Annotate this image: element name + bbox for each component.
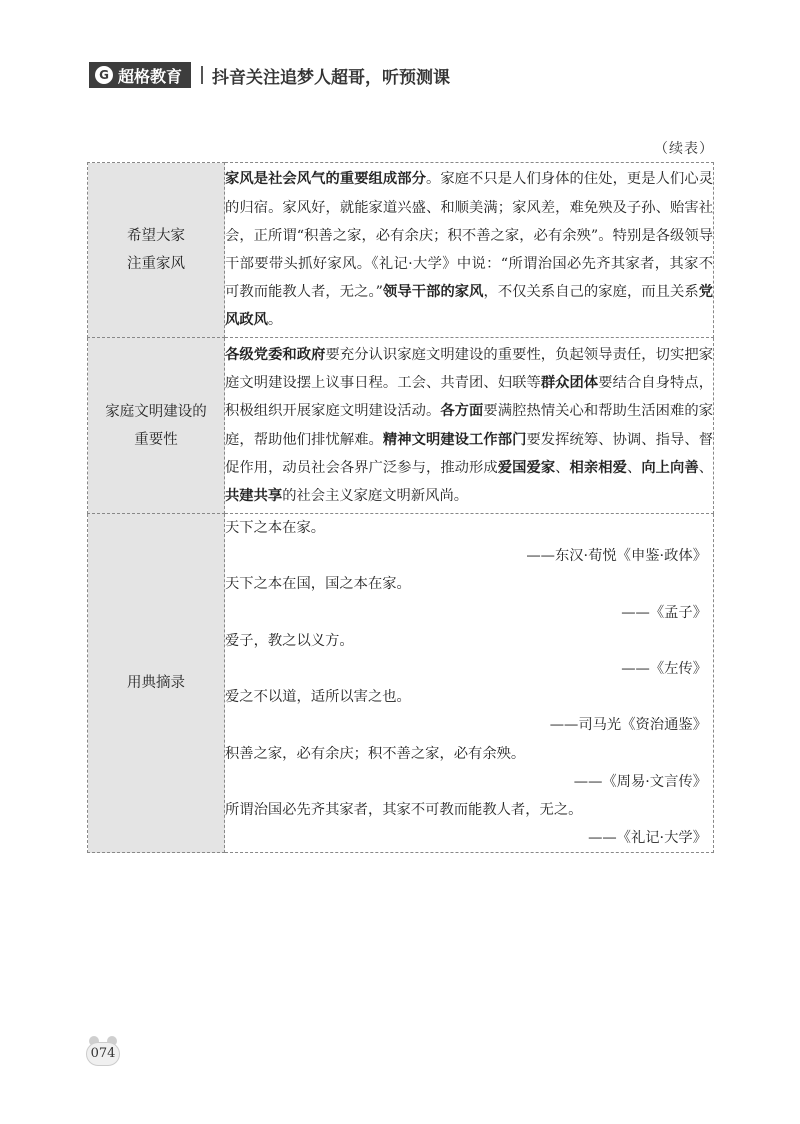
bold-text: 各级党委和政府 bbox=[225, 346, 326, 363]
body-text: 要充分认识家庭文明建设的重要性，负起领导责任，切实把家庭文明建设摆上议事日程。工会、共青团、妇联等 bbox=[225, 346, 713, 392]
brand-logo bbox=[89, 62, 191, 88]
body-text: 的社会主义家庭文明新风尚。 bbox=[282, 487, 469, 504]
body-text: ，不仅关系自己的家庭，而且关系 bbox=[483, 284, 699, 301]
bold-text: 精神文明建设工作部门 bbox=[382, 431, 527, 448]
quote-source: ——东汉·荀悦《申鉴·政体》 bbox=[526, 548, 707, 565]
bold-text: 群众团体 bbox=[540, 375, 599, 392]
row-content bbox=[225, 338, 714, 514]
quote-source: ——《周易·文言传》 bbox=[573, 773, 707, 790]
row-label bbox=[88, 514, 225, 853]
body-text: 。家庭不只是人们身体的住处，更是人们心灵的归宿。家风好，就能家道兴盛、和顺美满；家风差，难免殃及子孙、贻害社会，正所谓“积善之家，必有余庆；积不善之家，必有余殃”。特别是各级领导干部要带头抓好家风。《礼记·大学》中说：“所谓治国必先齐其家者，其家不可教而能教人者，无之。” bbox=[225, 171, 714, 301]
body-text: 、 bbox=[555, 459, 570, 476]
label-line: 注重家风 bbox=[127, 256, 185, 272]
row-label bbox=[88, 338, 225, 514]
bold-text: 党风政风 bbox=[225, 284, 714, 329]
body-text: 。 bbox=[267, 312, 283, 329]
brand-g-icon: G bbox=[95, 66, 113, 84]
bold-text: 领导干部的家风 bbox=[383, 284, 484, 301]
quote-text: 所谓治国必先齐其家者，其家不可教而能教人者，无之。 bbox=[225, 802, 583, 819]
brand-name: 超格教育 bbox=[118, 66, 183, 86]
quote-source: ——《左传》 bbox=[621, 661, 707, 678]
quote-text: 天下之本在家。 bbox=[225, 520, 326, 536]
quote-source: ——《孟子》 bbox=[621, 604, 707, 621]
bold-text: 相亲相爱 bbox=[569, 459, 627, 476]
row-label bbox=[88, 163, 225, 338]
label-line: 用典摘录 bbox=[127, 675, 185, 692]
body-text: 、 bbox=[698, 459, 714, 476]
content-table bbox=[87, 162, 714, 853]
quote-source: ——《礼记·大学》 bbox=[588, 830, 707, 847]
page-number: 074 bbox=[86, 1042, 120, 1066]
body-text: 要满腔热情关心和帮助生活困难的家庭，帮助他们排忧解难。 bbox=[225, 403, 714, 448]
label-line: 希望大家 bbox=[127, 228, 185, 244]
continued-label: （续表） bbox=[654, 141, 714, 157]
body-text: 、 bbox=[626, 459, 642, 476]
table-row bbox=[88, 514, 714, 853]
body-text: 要发挥统筹、协调、指导、督促作用，动员社会各界广泛参与，推动形成 bbox=[225, 431, 714, 476]
page-header bbox=[89, 62, 450, 88]
page-number-badge bbox=[86, 1036, 120, 1066]
label-line: 家庭文明建设的 bbox=[105, 403, 207, 420]
label-line: 重要性 bbox=[134, 431, 178, 448]
header-tagline: 抖音关注追梦人超哥，听预测课 bbox=[212, 67, 451, 88]
bold-text: 各方面 bbox=[440, 403, 484, 420]
row-content bbox=[225, 163, 714, 338]
table-row bbox=[88, 338, 714, 514]
quotes-cell bbox=[225, 514, 714, 853]
bold-text: 共建共享 bbox=[225, 487, 283, 504]
body-text: 要结合自身特点，积极组织开展家庭文明建设活动。 bbox=[225, 375, 714, 420]
table-row bbox=[88, 163, 714, 338]
bold-text: 向上向善 bbox=[641, 459, 699, 476]
header-divider bbox=[201, 66, 203, 84]
bold-text: 爱国爱家 bbox=[497, 459, 556, 476]
bold-text: 家风是社会风气的重要组成部分 bbox=[225, 171, 426, 188]
quote-text: 爱之不以道，适所以害之也。 bbox=[225, 689, 411, 706]
quote-text: 爱子，教之以义方。 bbox=[225, 632, 354, 649]
quote-text: 积善之家，必有余庆；积不善之家，必有余殃。 bbox=[225, 745, 526, 762]
quote-text: 天下之本在国，国之本在家。 bbox=[225, 576, 411, 593]
quote-source: ——司马光《资治通鉴》 bbox=[549, 717, 707, 734]
